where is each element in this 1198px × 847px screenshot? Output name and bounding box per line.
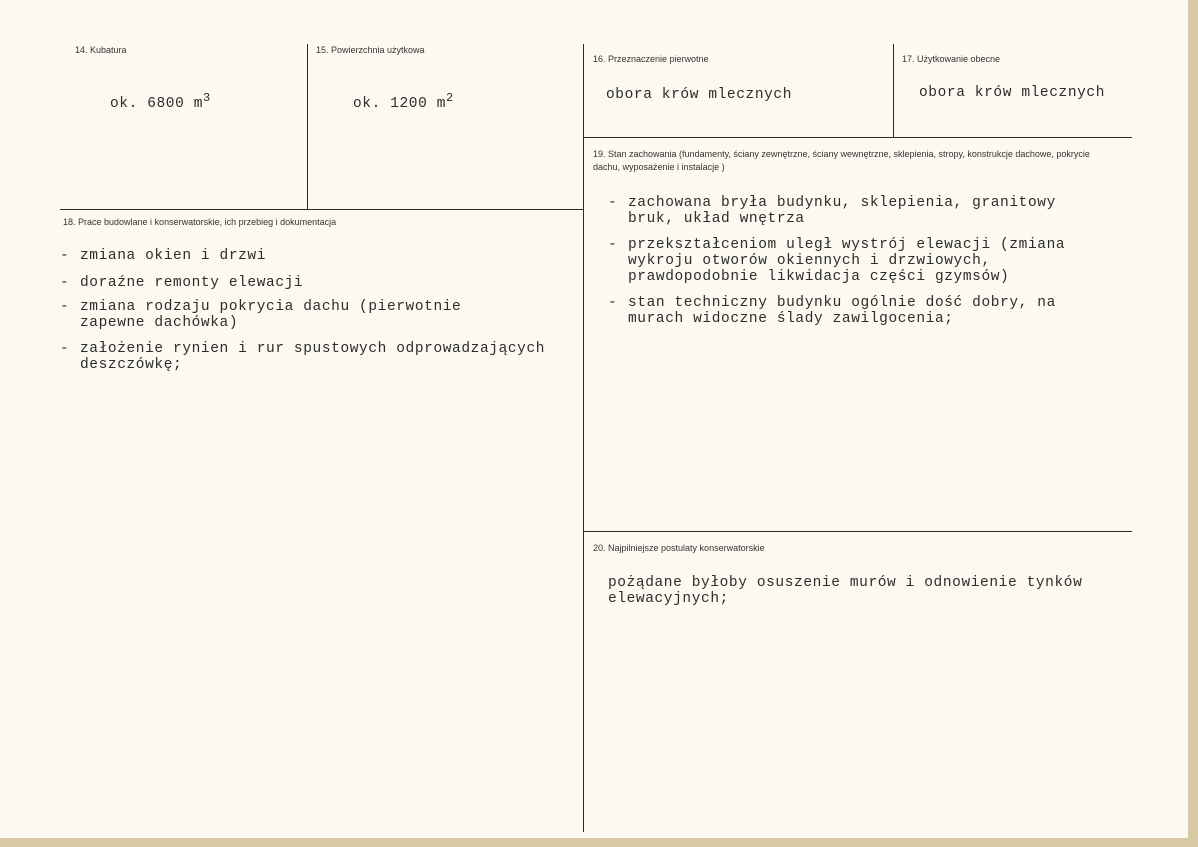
field-16-label: 16. Przeznaczenie pierwotne	[593, 54, 709, 64]
divider	[60, 209, 584, 210]
field-19-item	[608, 195, 1108, 227]
item-dash: -	[608, 237, 618, 253]
field-19-item	[608, 237, 1118, 285]
divider	[584, 531, 1132, 532]
field-19-item	[608, 295, 1088, 327]
item-dash: -	[60, 299, 70, 315]
field-20-value	[608, 575, 1143, 607]
item-text: stan techniczny budynku ogólnie dość dobry, na murach widoczne ślady zawilgocenia;	[628, 295, 1056, 327]
item-text: zmiana rodzaju pokrycia dachu (pierwotnie zapewne dachówka)	[80, 299, 462, 331]
field-18-label: 18. Prace budowlane i konserwatorskie, ich przebieg i dokumentacja	[63, 217, 337, 227]
field-18-item	[60, 275, 600, 291]
field-15-superscript: 2	[446, 91, 454, 105]
item-text: doraźne remonty elewacji	[80, 275, 304, 291]
field-14-label: 14. Kubatura	[75, 45, 127, 55]
field-15-label: 15. Powierzchnia użytkowa	[316, 45, 425, 55]
field-19-label: 19. Stan zachowania (fundamenty, ściany zewnętrzne, ściany wewnętrzne, sklepienia, stropy, konstrukcje dachowe, pokrycie dachu, wyposażenie i instalacje )	[593, 149, 1090, 172]
item-dash: -	[608, 195, 618, 211]
item-dash: -	[608, 295, 618, 311]
field-17-label: 17. Użytkowanie obecne	[902, 54, 1001, 64]
item-text: przekształceniom uległ wystrój elewacji (zmiana wykroju otworów okiennych i drzwiowych, prawdopodobnie likwidacja części gzymsów)	[628, 237, 1066, 285]
field-14-superscript: 3	[203, 91, 211, 105]
divider	[307, 44, 308, 210]
item-text: założenie rynien i rur spustowych odprowadzających deszczówkę;	[80, 341, 546, 373]
item-dash: -	[60, 275, 70, 291]
field-18-item	[60, 248, 600, 264]
divider	[583, 44, 584, 832]
field-14-value-text: ok. 6800 m	[110, 95, 204, 112]
item-text: zachowana bryła budynku, sklepienia, granitowy bruk, układ wnętrza	[628, 195, 1056, 227]
item-text: zmiana okien i drzwi	[80, 248, 267, 264]
field-17-value: obora krów mlecznych	[919, 85, 1106, 101]
field-18-item	[60, 299, 530, 331]
field-18-item	[60, 341, 600, 373]
item-dash: -	[60, 341, 70, 357]
field-20-label: 20. Najpilniejsze postulaty konserwatorskie	[593, 543, 765, 553]
divider	[893, 44, 894, 138]
item-dash: -	[60, 248, 70, 264]
field-14-value	[110, 90, 211, 113]
field-15-value-text: ok. 1200 m	[353, 95, 447, 112]
field-15-value	[353, 90, 454, 113]
field-16-value: obora krów mlecznych	[606, 87, 793, 103]
field-20-text: pożądane byłoby osuszenie murów i odnowienie tynków elewacyjnych;	[608, 575, 1083, 607]
divider	[584, 137, 1132, 138]
